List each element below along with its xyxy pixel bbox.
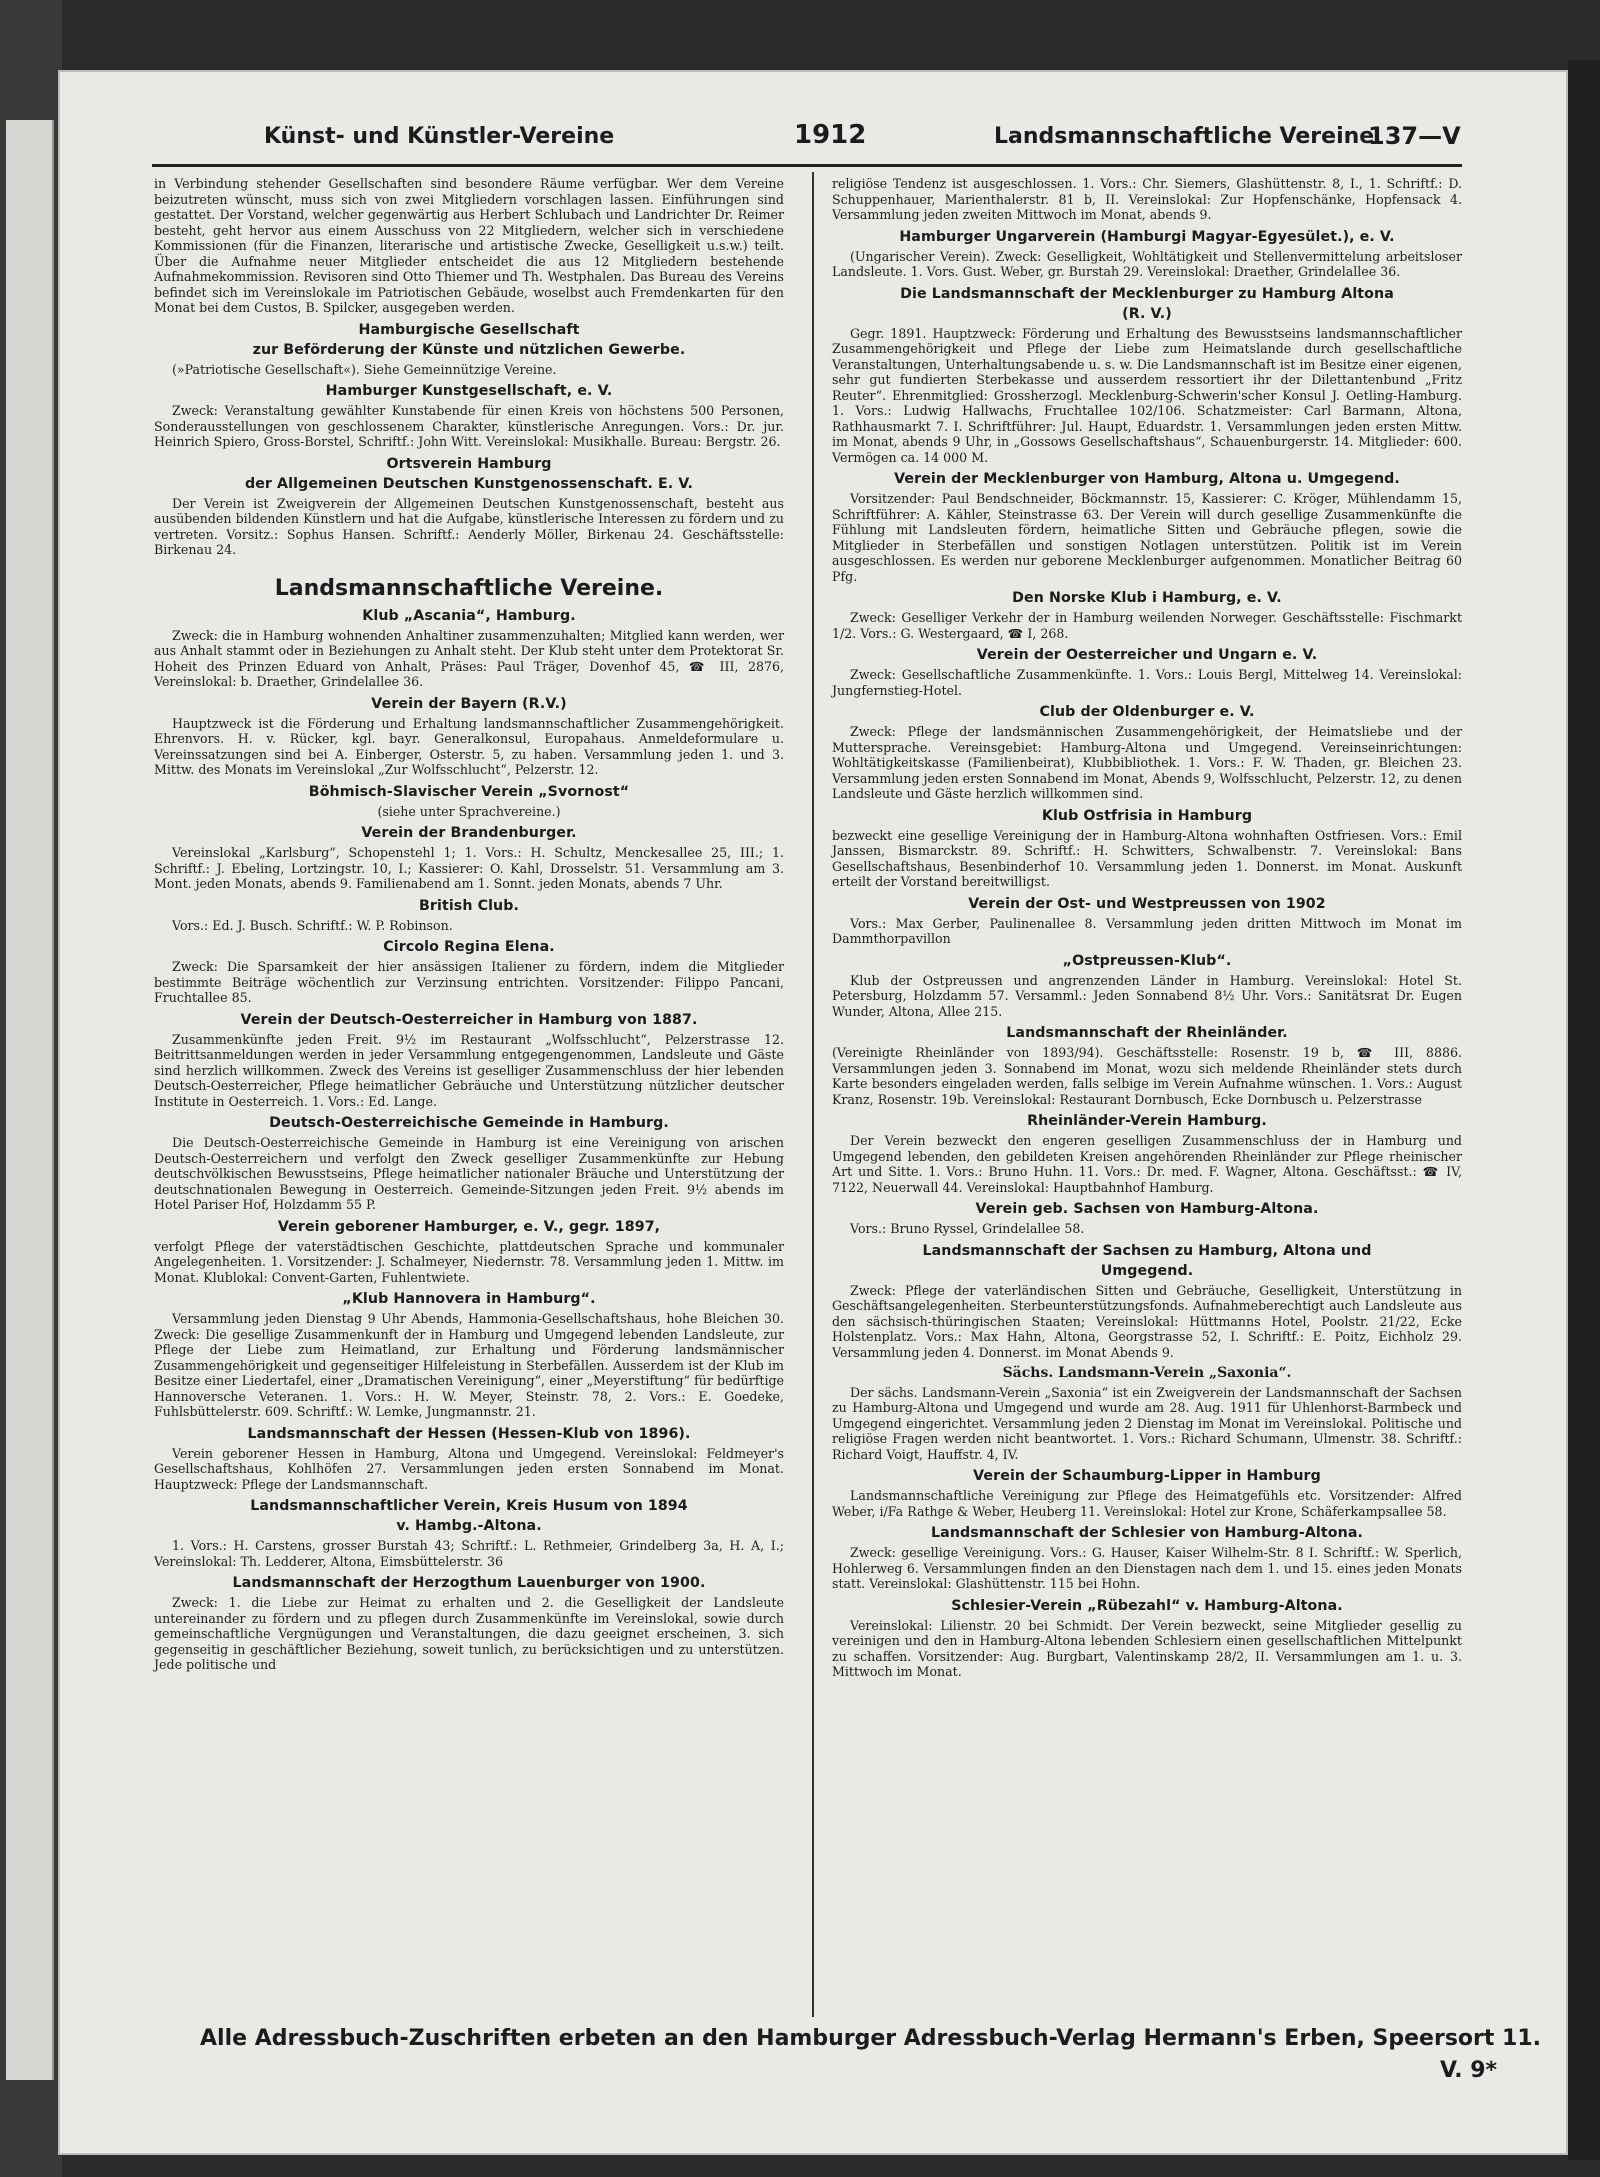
paragraph: religiöse Tendenz ist ausgeschlossen. 1. Vors.: Chr. Siemers, Glashüttenstr. 8, I., 1. Schriftf.: D. Schuppenhauer, Marienthalerstr. 81 b, II. Vereinslokal: Zur Hopfenschänke, Hopfensack 4. Versammlung jeden zweiten Mittwoch im Monat, abends 9. [832, 176, 1462, 222]
entry-heading: Landsmannschaftlicher Verein, Kreis Husum von 1894 [250, 1498, 688, 1514]
paragraph: verfolgt Pflege der vaterstädtischen Geschichte, plattdeutschen Sprache und kommunaler Angelegenheiten. 1. Vorsitzender: J. Schalmeyer, Niedernstr. 78. Versammlung jeden 1. Mittw. im Monat. Klublokal: Convent-Garten, Fuhlentwiete. [154, 1238, 784, 1285]
entry-heading: Böhmisch-Slavischer Verein „Svornost“ [308, 783, 630, 800]
entry-heading: Hamburgische Gesellschaft [358, 321, 580, 338]
running-header [264, 120, 1461, 156]
right-column [832, 176, 1462, 1682]
paragraph: Zweck: die in Hamburg wohnenden Anhaltiner zusammenzuhalten; Mitglied kann werden, wer aus Anhalt stammt oder in Beziehungen zu Anhalt steht. Der Klub steht unter dem Protektorat Sr. Hoheit des Prinzen Eduard von Anhalt, Präses: Paul Träger, Dovenhof 45, ☎ III, 2876, Vereinslokal: b. Draether, Grindelallee 36. [154, 627, 784, 689]
paragraph: Zweck: gesellige Vereinigung. Vors.: G. Hauser, Kaiser Wilhelm-Str. 8 I. Schriftf.: W. Sperlich, Hohlerweg 6. Versammlungen finden an den Dienstagen nach dem 1. und 15. eines jeden Monats statt. Vereinslokal: Glashüttenstr. 115 bei Hohn. [832, 1545, 1462, 1591]
paragraph: (Ungarischer Verein). Zweck: Geselligkeit, Wohltätigkeit und Stellenvermittelung arbeitsloser Landsleute. 1. Vors. Gust. Weber, gr. Burstah 29. Vereinslokal: Draether, Grindelallee 36. [832, 248, 1462, 279]
entry-heading: Verein der Bayern (R.V.) [371, 695, 567, 712]
entry-heading: Rheinländer-Verein Hamburg. [1027, 1113, 1267, 1129]
entry-heading: der Allgemeinen Deutschen Kunstgenossenschaft. E. V. [244, 475, 694, 492]
cross-reference: (siehe unter Sprachvereine.) [377, 803, 561, 819]
paragraph: Der Verein bezweckt den engeren geselligen Zusammenschluss der in Hamburg und Umgegend lebenden, den gebildeten Kreisen angehörenden Rheinländer zur Pflege rheinischer Art und Sitte. 1. Vors.: Bruno Huhn. 11. Vors.: Dr. med. F. Wagner, Altona. Geschäftsst.: ☎ IV, 7122, Neuerwall 44. Vereinslokal: Hauptbahnhof Hamburg. [832, 1133, 1462, 1195]
paragraph: Gegr. 1891. Hauptzweck: Förderung und Erhaltung des Bewusstseins landsmannschaftlicher Zusammengehörigkeit und Pflege der Liebe zum Heimatslande durch gesellschaftliche Veranstaltungen, Unterhaltungsabende u. s. w. Die Landsmannschaft ist im Besitze einer eigenen, sehr gut fundierten Sterbekasse und ausserdem ressortiert ihr der Dilettantenbund „Fritz Reuter“. Ehrenmitglied: Grossherzogl. Mecklenburg-Schwerin'scher Konsul J. Oetling-Hamburg. 1. Vors.: Ludwig Hallwachs, Fruchtallee 102/106. Schatzmeister: Carl Barmann, Altona, Rathhausmarkt 7. I. Schriftführer: Jul. Haupt, Eduardstr. 1. Versammlungen jeden ersten Mittw. im Monat, abends 9 Uhr, in „Gossows Gesellschaftshaus“, Schauenburgerstr. 14. Mitglieder: 600. Vermögen ca. 14 000 M. [832, 325, 1462, 465]
scan-edge-right [1568, 60, 1600, 2160]
paragraph: Vereinslokal: Lilienstr. 20 bei Schmidt. Der Verein bezweckt, seine Mitglieder gesellig zu vereinigen und den in Hamburg-Altona lebenden Schlesiern einen gesellschaftlichen Mittelpunkt zu schaffen. Vorsitzender: Aug. Burgbart, Valentinskamp 28/2, II. Versammlungen am 1. u. 3. Mittwoch im Monat. [832, 1617, 1462, 1679]
section-heading: Landsmannschaftliche Vereine. [274, 575, 664, 601]
entry-heading: Verein der Mecklenburger von Hamburg, Altona u. Umgegend. [894, 471, 1400, 487]
entry-heading: Verein geborener Hamburger, e. V., gegr. 1897, [277, 1218, 661, 1235]
entry-heading: Landsmannschaft der Rheinländer. [1006, 1025, 1288, 1041]
paragraph: Landsmannschaftliche Vereinigung zur Pflege des Heimatgefühls etc. Vorsitzender: Alfred Weber, i/Fa Rathge & Weber, Heuberg 11. Vereinslokal: Hotel zur Krone, Schäferkampsallee 58. [832, 1488, 1462, 1519]
header-left-title: Künst- und Künstler-Vereine [264, 124, 615, 149]
paragraph: Zweck: Geselliger Verkehr der in Hamburg weilenden Norweger. Geschäftsstelle: Fischmarkt 1/2. Vors.: G. Westergaard, ☎ I, 268. [832, 610, 1462, 641]
paragraph: bezweckt eine gesellige Vereinigung der in Hamburg-Altona wohnhaften Ostfriesen. Vors.: Emil Janssen, Bismarckstr. 89. Schriftf.: H. Schwitters, Schwalbenstr. 7. Vereinslokal: Bans Gesellschaftshaus, Besenbinderhof 10. Versammlung jeden 1. Donnerst. im Monat. Auskunft erteilt der Vorstand bereitwilligst. [832, 827, 1462, 889]
entry-heading: Ortsverein Hamburg [386, 455, 552, 472]
entry-heading: v. Hambg.-Altona. [396, 1518, 542, 1534]
entry-heading: Verein der Oesterreicher und Ungarn e. V. [976, 647, 1318, 663]
paragraph: Zweck: Pflege der vaterländischen Sitten und Gebräuche, Geselligkeit, Unterstützung in Geschäftsangelegenheiten. Sterbeunterstützungsfonds. Aufnahmeberechtigt auch Landsleute aus den sächsisch-thüringischen Staaten; Vereinslokal: Hüttmanns Hotel, Poolstr. 21/22, Ecke Holstenplatz. Vors.: Max Hahn, Altona, Georgstrasse 52, I. Schriftf.: E. Poitz, Eichholz 29. Versammlung jeden 4. Donnerst. im Monat Abends 9. [832, 1282, 1462, 1360]
previous-page-edge [6, 120, 54, 2080]
header-rule [152, 164, 1462, 167]
paragraph: Die Deutsch-Oesterreichische Gemeinde in Hamburg ist eine Vereinigung von arischen Deutsch-Oesterreichern und verfolgt den Zweck geselliger Zusammenkünfte zur Hebung deutschvölkischen Bewusstseins, Pflege heimatlicher nationaler Bräuche und Unterstützung der deutschnationalen Bewegung in Oesterreich. Gemeinde-Sitzungen jeden Freit. 9½ abends im Hotel Pariser Hof, Holzdamm 55 P. [154, 1135, 784, 1212]
paragraph: Versammlung jeden Dienstag 9 Uhr Abends, Hammonia-Gesellschaftshaus, hohe Bleichen 30. Zweck: Die gesellige Zusammenkunft der in Hamburg und Umgegend lebenden Landsleute, zur Pflege der Liebe zum Heimatland, zur Erhaltung und Förderung landsmännischer Zusammengehörigkeit und gegenseitiger Hilfeleistung in Sterbefällen. Ausserdem ist der Klub im Besitze einer Liedertafel, einer „Dramatischen Vereinigung“, einer „Meyerstiftung“ für bedürftige Hannoversche Veteranen. 1. Vors.: H. W. Meyer, Steinstr. 78, 2. Vors.: E. Goedeke, Fuhlsbüttelerstr. 609. Schriftf.: W. Lemke, Jungmannstr. 21. [154, 1311, 784, 1419]
paragraph: Zusammenkünfte jeden Freit. 9½ im Restaurant „Wolfsschlucht“, Pelzerstrasse 12. Beitrittsanmeldungen werden in jeder Versammlung entgegengenommen, Landsleute und Gäste sind herzlich willkommen. Zweck des Vereins ist geselliger Zusammenschluss der hier lebenden Deutsch-Oesterreicher, Pflege heimatlicher Gebräuche und Unterstützung nützlicher deutscher Institute in Oesterreich. 1. Vors.: Ed. Lange. [154, 1031, 784, 1109]
paragraph: Zweck: Veranstaltung gewählter Kunstabende für einen Kreis von höchstens 500 Personen, Sonderausstellungen von geschlossenem Charakter, künstlerische Anregungen. Vors.: Dr. jur. Heinrich Spiero, Gross-Borstel, Schriftf.: John Witt. Vereinslokal: Musikhalle. Bureau: Bergstr. 26. [154, 403, 784, 449]
entry-heading: Klub Ostfrisia in Hamburg [1041, 807, 1253, 824]
entry-heading: Die Landsmannschaft der Mecklenburger zu Hamburg Altona [900, 285, 1394, 302]
left-column [154, 176, 784, 1675]
paragraph: Der sächs. Landsmann-Verein „Saxonia“ ist ein Zweigverein der Landsmannschaft der Sachsen zu Hamburg-Altona und Umgegend und wurde am 28. Aug. 1911 für Uhlenhorst-Barmbeck und Umgegend eingerichtet. Versammlung jeden 2 Dienstag im Monat im Vereinslokal. Politische und religiöse Fragen werden nicht beantwortet. 1. Vors.: Richard Schumann, Ulmenstr. 38. Schriftf.: Richard Voigt, Hauffstr. 4, IV. [832, 1384, 1462, 1462]
header-year: 1912 [794, 120, 867, 150]
paragraph: Vorsitzender: Paul Bendschneider, Böckmannstr. 15, Kassierer: C. Kröger, Mühlendamm 15, Schriftführer: A. Kähler, Steinstrasse 63. Der Verein will durch gesellige Zusammenkünfte die Fühlung mit Landsleuten fördern, heimatliche Sitten und Gebräuche pflegen, sowie die Mitglieder in Sterbefällen und sonstigen Notlagen unterstützen. Politik ist im Verein ausgeschlossen. Es werden nur geborene Mecklenburger aufgenommen. Monatlicher Beitrag 60 Pfg. [832, 491, 1462, 584]
header-right-title: Landsmannschaftliche Vereine [994, 124, 1375, 149]
entry-heading: Verein der Deutsch-Oesterreicher in Hamburg von 1887. [240, 1011, 698, 1028]
header-page-number: 137—V [1368, 122, 1461, 150]
signature-mark: V. 9* [1440, 2058, 1498, 2083]
paragraph: Hauptzweck ist die Förderung und Erhaltung landsmannschaftlicher Zusammengehörigkeit. Ehrenvors. H. v. Rücker, kgl. bayr. Generalkonsul, Europahaus. Anmeldeformulare u. Vereinssatzungen sind bei A. Einberger, Osterstr. 5, zu haben. Versammlung jeden 1. und 3. Mittw. des Monats im Vereinslokal „Zur Wolfsschlucht“, Pelzerstr. 12. [154, 715, 784, 777]
entry-heading: Landsmannschaft der Herzogthum Lauenburger von 1900. [232, 1575, 706, 1591]
entry-heading: Club der Oldenburger e. V. [1039, 704, 1255, 720]
entry-heading: Schlesier-Verein „Rübezahl“ v. Hamburg-Altona. [951, 1597, 1343, 1614]
entry-heading: Klub „Ascania“, Hamburg. [362, 607, 576, 624]
entry-heading: zur Beförderung der Künste und nützlichen Gewerbe. [252, 341, 686, 358]
entry-heading: Landsmannschaft der Sachsen zu Hamburg, Altona und [922, 1242, 1372, 1259]
paragraph: Der Verein ist Zweigverein der Allgemeinen Deutschen Kunstgenossenschaft, besteht aus ausübenden bildenden Künstlern und hat die Aufgabe, künstlerische Interessen zu fördern und zu vertreten. Vorsitz.: Sophus Hansen. Schriftf.: Aenderly Möller, Birkenau 24. Geschäftsstelle: Birkenau 24. [154, 495, 784, 557]
entry-heading: Verein der Schaumburg-Lipper in Hamburg [973, 1468, 1321, 1484]
entry-heading: Umgegend. [1100, 1262, 1194, 1279]
entry-heading: Hamburger Ungarverein (Hamburgi Magyar-Egyesület.), e. V. [899, 228, 1395, 245]
entry-heading: Circolo Regina Elena. [383, 939, 555, 955]
entry-heading: British Club. [418, 897, 520, 914]
entry-heading: „Klub Hannovera in Hamburg“. [342, 1291, 596, 1307]
entry-heading: Verein der Ost- und Westpreussen von 1902 [968, 895, 1326, 912]
paragraph: Zweck: Die Sparsamkeit der hier ansässigen Italiener zu fördern, indem die Mitglieder bestimmte Beiträge wöchentlich zur Verzinsung entrichten. Vorsitzender: Filippo Pancani, Fruchtallee 85. [154, 959, 784, 1005]
paragraph: 1. Vors.: H. Carstens, grosser Burstah 43; Schriftf.: L. Rethmeier, Grindelberg 3a, H. A, I.; Vereinslokal: Th. Ledderer, Altona, Eimsbüttelerstr. 36 [154, 1538, 784, 1569]
entry-heading: Sächs. Landsmann-Verein „Saxonia“. [1002, 1365, 1292, 1381]
entry-heading: (R. V.) [1122, 305, 1172, 322]
paragraph: Vereinslokal „Karlsburg“, Schopenstehl 1; 1. Vors.: H. Schultz, Menckesallee 25, III.; 1. Schriftf.: J. Ebeling, Lortzingstr. 10, I.; Kassierer: O. Kahl, Drosselstr. 51. Versammlung am 3. Mont. jeden Monats, abends 9. Familienabend am 1. Sonnt. jeden Monats, abends 7 Uhr. [154, 845, 784, 891]
paragraph: Vors.: Ed. J. Busch. Schriftf.: W. P. Robinson. [172, 917, 453, 933]
paragraph: (Vereinigte Rheinländer von 1893/94). Geschäftsstelle: Rosenstr. 19 b, ☎ III, 8886. Versammlungen jeden 3. Sonnabend im Monat, wozu sich meldende Rheinländer stets durch Karte besonders eingeladen werden, falls selbige im Verein Aufnahme wünschen. 1. Vors.: August Kranz, Rosenstr. 19b. Vereinslokal: Restaurant Dornbusch, Ecke Dornbusch u. Pelzerstrasse [832, 1045, 1462, 1107]
paragraph: Zweck: Pflege der landsmännischen Zusammengehörigkeit, der Heimatsliebe und der Muttersprache. Vereinsgebiet: Hamburg-Altona und Umgegend. Vereinseinrichtungen: Wohltätigkeitskasse (Familienbeirat), Klubbibliothek. 1. Vors.: F. W. Thaden, gr. Bleichen 23. Versammlung jeden ersten Sonnabend im Monat, Abends 9, Wolfsschlucht, Pelzerstr. 12, zu denen Landsleute und Gäste herzlich willkommen sind. [832, 724, 1462, 801]
entry-heading: Landsmannschaft der Hessen (Hessen-Klub von 1896). [247, 1425, 691, 1442]
paragraph: Klub der Ostpreussen und angrenzenden Länder in Hamburg. Vereinslokal: Hotel St. Petersburg, Holzdamm 57. Versamml.: Jeden Sonnabend 8½ Uhr. Vors.: Sanitätsrat Dr. Eugen Wunder, Altona, Allee 215. [832, 972, 1462, 1019]
paragraph: Zweck: 1. die Liebe zur Heimat zu erhalten und 2. die Geselligkeit der Landsleute untereinander zu fördern und zu pflegen durch Zusammenkünfte im Vereinslokal, sowie durch gemeinschaftliche Vergnügungen und Veranstaltungen, die dazu geeignet erscheinen, 3. sich gegenseitig in geschäftlicher Beziehung, soweit tunlich, zu berücksichtigen und zu unterstützen. Jede politische und [154, 1595, 784, 1672]
column-divider [812, 172, 814, 2017]
entry-heading: Landsmannschaft der Schlesier von Hamburg-Altona. [931, 1525, 1363, 1541]
paragraph: (»Patriotische Gesellschaft«). Siehe Gemeinnützige Vereine. [172, 361, 557, 377]
paragraph: Vors.: Bruno Ryssel, Grindelallee 58. [850, 1221, 1085, 1236]
entry-heading: Deutsch-Oesterreichische Gemeinde in Hamburg. [269, 1115, 669, 1131]
paragraph: Verein geborener Hessen in Hamburg, Altona und Umgegend. Vereinslokal: Feldmeyer's Gesellschaftshaus, Kohlhöfen 27. Versammlungen jeden ersten Sonnabend im Monat. Hauptzweck: Pflege der Landsmannschaft. [154, 1445, 784, 1492]
entry-heading: Verein geb. Sachsen von Hamburg-Altona. [975, 1201, 1319, 1217]
paragraph: in Verbindung stehender Gesellschaften sind besondere Räume verfügbar. Wer dem Vereine beizutreten wünscht, muss sich von zwei Mitgliedern vorschlagen lassen. Einführungen sind gestattet. Der Vorstand, welcher gegenwärtig aus Herbert Schlubach und Landrichter Dr. Reimer besteht, geht hervor aus einem Ausschuss von 22 Mitgliedern, welcher sich in verschiedene Kommissionen (für die Finanzen, literarische und artistische Zwecke, Geselligkeit u.s.w.) teilt. Über die Aufnahme neuer Mitglieder entscheidet die aus 12 Mitgliedern bestehende Aufnahmekommission. Revisoren sind Otto Thiemer und Th. Westphalen. Das Bureau des Vereins befindet sich im Vereinslokale im Patriotischen Gebäude, woselbst auch Fremdenkarten für den Monat bei dem Custos, B. Spilcker, ausgegeben werden. [154, 176, 784, 315]
entry-heading: Hamburger Kunstgesellschaft, e. V. [325, 383, 613, 399]
footer-notice: Alle Adressbuch-Zuschriften erbeten an den Hamburger Adressbuch-Verlag Hermann's Erben, Speersort 11. [200, 2026, 1542, 2051]
entry-heading: Verein der Brandenburger. [361, 825, 577, 841]
entry-heading: Den Norske Klub i Hamburg, e. V. [1012, 590, 1282, 606]
paragraph: Zweck: Gesellschaftliche Zusammenkünfte. 1. Vors.: Louis Bergl, Mittelweg 14. Vereinslokal: Jungfernstieg-Hotel. [832, 667, 1462, 698]
paragraph: Vors.: Max Gerber, Paulinenallee 8. Versammlung jeden dritten Mittwoch im Monat im Dammthorpavillon [832, 915, 1462, 946]
entry-heading: „Ostpreussen-Klub“. [1062, 952, 1232, 969]
